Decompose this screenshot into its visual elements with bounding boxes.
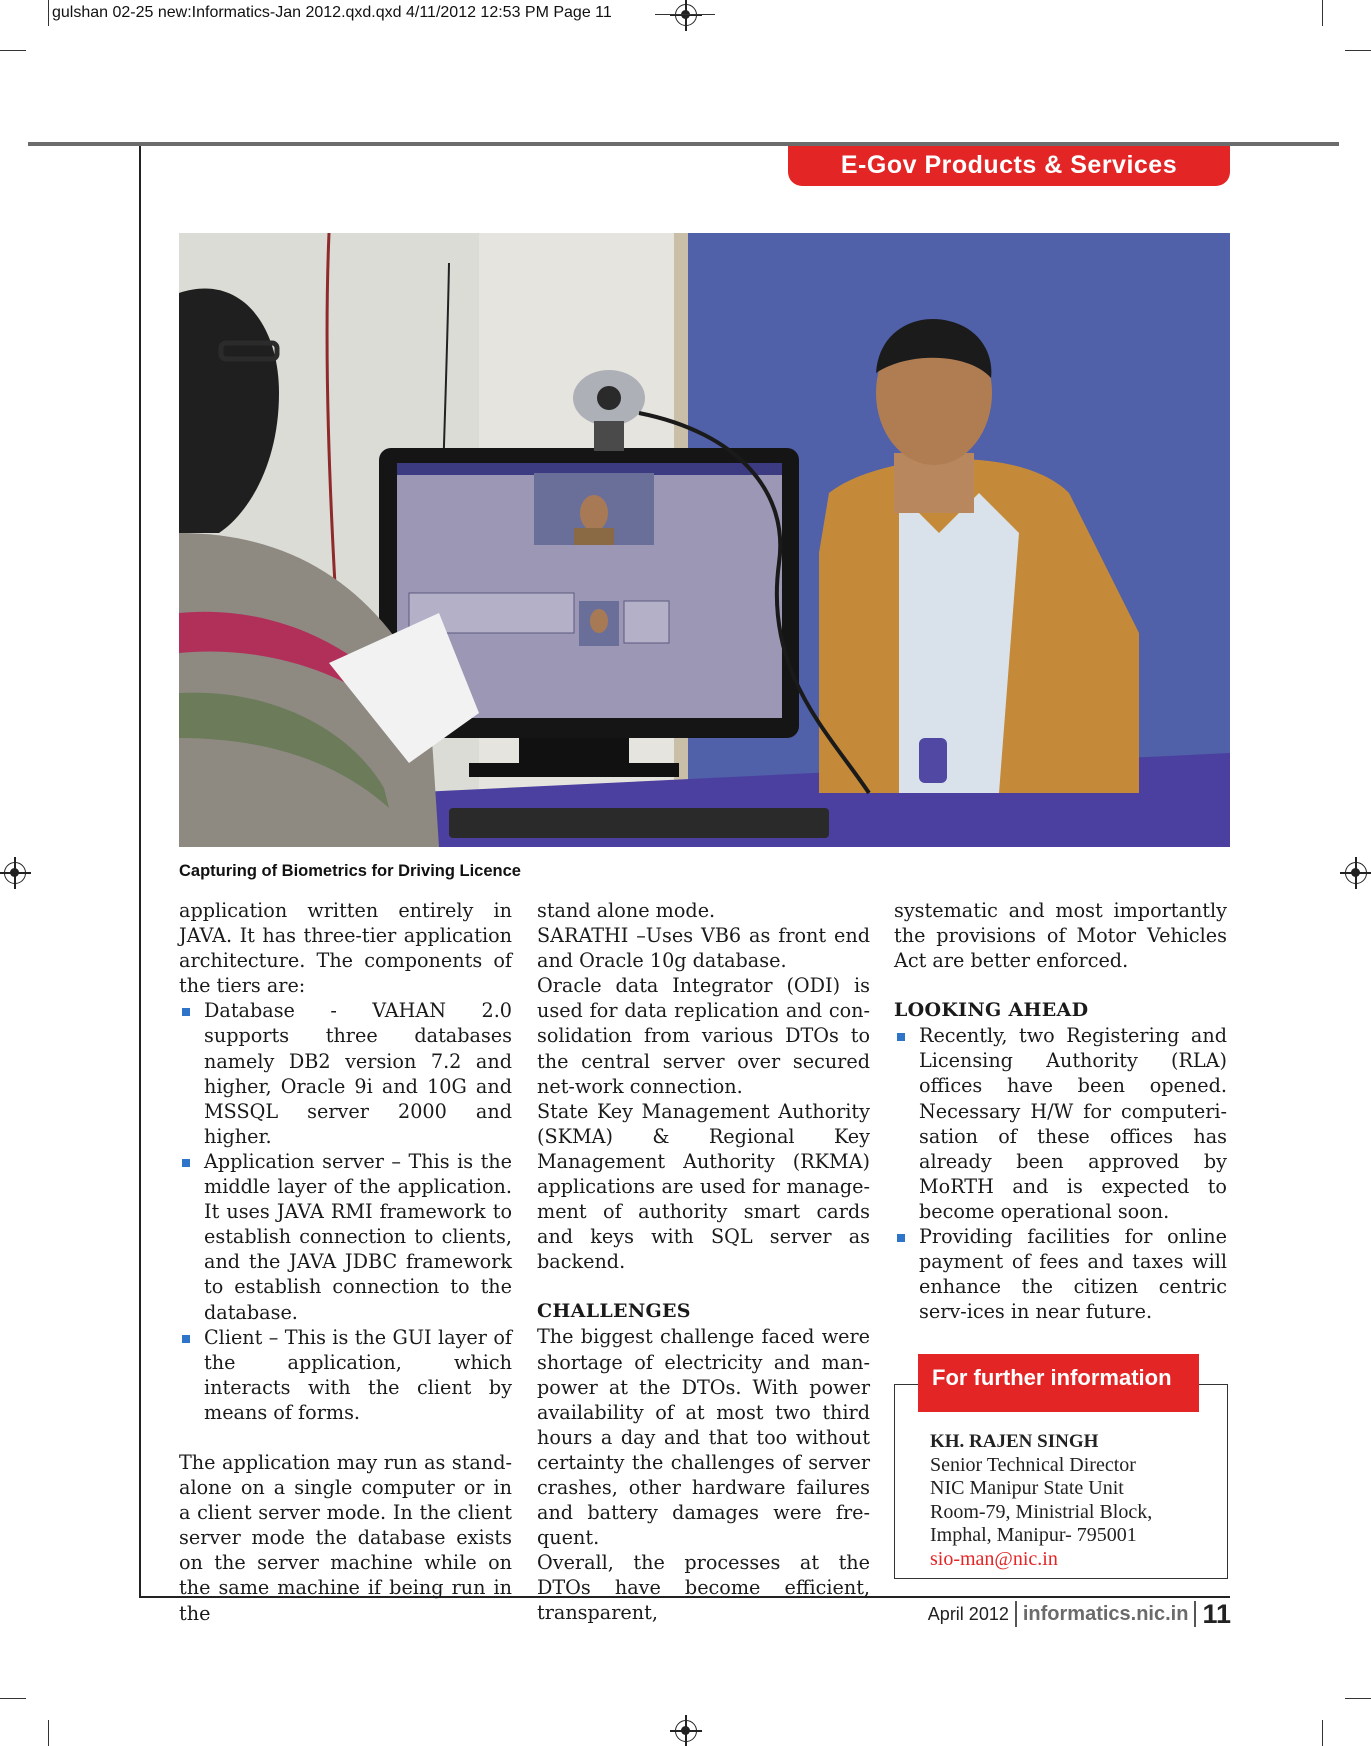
website-link[interactable]: informatics.nic.in [1022, 1602, 1189, 1625]
contact-address: Room-79, Ministrial Block, [930, 1500, 1153, 1523]
photo-illustration [179, 233, 1230, 847]
text-column-1 [179, 898, 512, 1626]
crop-mark [48, 1720, 49, 1746]
page-number: 11 [1202, 1598, 1231, 1629]
looking-ahead-list [894, 1023, 1227, 1324]
registration-mark-icon [675, 1720, 697, 1742]
biometrics-photo [179, 233, 1230, 847]
photo-caption: Capturing of Biometrics for Driving Licence [179, 862, 521, 880]
crop-mark [0, 1698, 26, 1699]
list-item: Client – This is the GUI layer of the application, which interacts with the client by means of forms. [179, 1325, 512, 1425]
tiers-list [179, 998, 512, 1425]
text-column-2 [537, 898, 870, 1626]
registration-mark-icon [4, 862, 26, 884]
crop-mark [1322, 0, 1323, 26]
page-footer [928, 1597, 1231, 1631]
issue-date: April 2012 [927, 1603, 1009, 1624]
registration-mark-icon [675, 4, 697, 26]
crop-mark [1345, 1698, 1371, 1699]
footer-divider [1015, 1601, 1017, 1627]
contact-unit: NIC Manipur State Unit [930, 1477, 1124, 1499]
list-item: Application server – This is the middle layer of the application. It uses JAVA RMI framework to establish connection to clients, and the JAVA JDBC framework to establish connection to the database. [179, 1149, 512, 1325]
contact-role: Senior Technical Director [930, 1453, 1136, 1476]
contact-address: Imphal, Manipur- 795001 [930, 1524, 1137, 1546]
section-tab: E-Gov Products & Services [788, 146, 1230, 186]
column1-paragraph: The application may run as stand-alone on a single computer or in a client server mode. In the client server mode the database exists on the server machine while on the same machine if being run in the [179, 1450, 512, 1625]
column3-paragraph: systematic and most importantly the provisions of Motor Vehicles Act are better enforced. [894, 899, 1227, 973]
contact-name: KH. RAJEN SINGH [930, 1431, 1099, 1452]
list-item: Providing facilities for online payment of fees and taxes will enhance the citizen centric serv-ices in near future. [894, 1224, 1227, 1324]
contact-box-title: For further information [918, 1354, 1199, 1412]
left-rule [139, 146, 141, 1598]
text-column-3 [894, 898, 1227, 1324]
looking-ahead-heading: LOOKING AHEAD [894, 999, 1089, 1022]
column2-paragraph: Overall, the processes at the DTOs have become efficient, transparent, [537, 1551, 870, 1625]
footer-divider [1194, 1601, 1196, 1627]
registration-mark-icon [1345, 862, 1367, 884]
column2-paragraph: stand alone mode. [537, 899, 716, 922]
list-item: Recently, two Registering and Licensing Authority (RLA) offices have been opened. Necessary H/W for computeri-sation of these offices has already been approved by MoRTH and is expected to become operational soon. [894, 1023, 1227, 1224]
crop-mark [1322, 1720, 1323, 1746]
crop-mark [655, 14, 715, 15]
column2-paragraph: SARATHI –Uses VB6 as front end and Oracle 10g database. [537, 924, 870, 973]
list-item: Database - VAHAN 2.0 supports three databases namely DB2 version 7.2 and higher, Oracle 9i and 10G and MSSQL server 2000 and higher. [179, 998, 512, 1149]
challenges-heading: CHALLENGES [537, 1300, 691, 1323]
crop-mark [1345, 50, 1371, 51]
column2-paragraph: The biggest challenge faced were shortage of electricity and man-power at the DTOs. With power availability of at most two third hours a day and that too without certainty the challenges of server crashes, other hardware failures and battery damages were fre-quent. [537, 1325, 870, 1550]
column2-paragraph: Oracle data Integrator (ODI) is used for data replication and con-solidation from various DTOs to the central server over secured net-work connection. [537, 974, 870, 1098]
crop-mark [48, 0, 49, 26]
contact-email-link[interactable]: sio-man@nic.in [930, 1547, 1058, 1570]
column2-paragraph: State Key Management Authority (SKMA) & Regional Key Management Authority (RKMA) applications are used for manage-ment of authority smart cards and keys with SQL server as backend. [537, 1099, 870, 1274]
crop-mark [0, 50, 26, 51]
contact-details [930, 1430, 1152, 1571]
slug-line: gulshan 02-25 new:Informatics-Jan 2012.qxd.qxd 4/11/2012 12:53 PM Page 11 [52, 4, 612, 21]
column1-intro: application written entirely in JAVA. It has three-tier application architecture. The components of the tiers are: [179, 899, 512, 998]
